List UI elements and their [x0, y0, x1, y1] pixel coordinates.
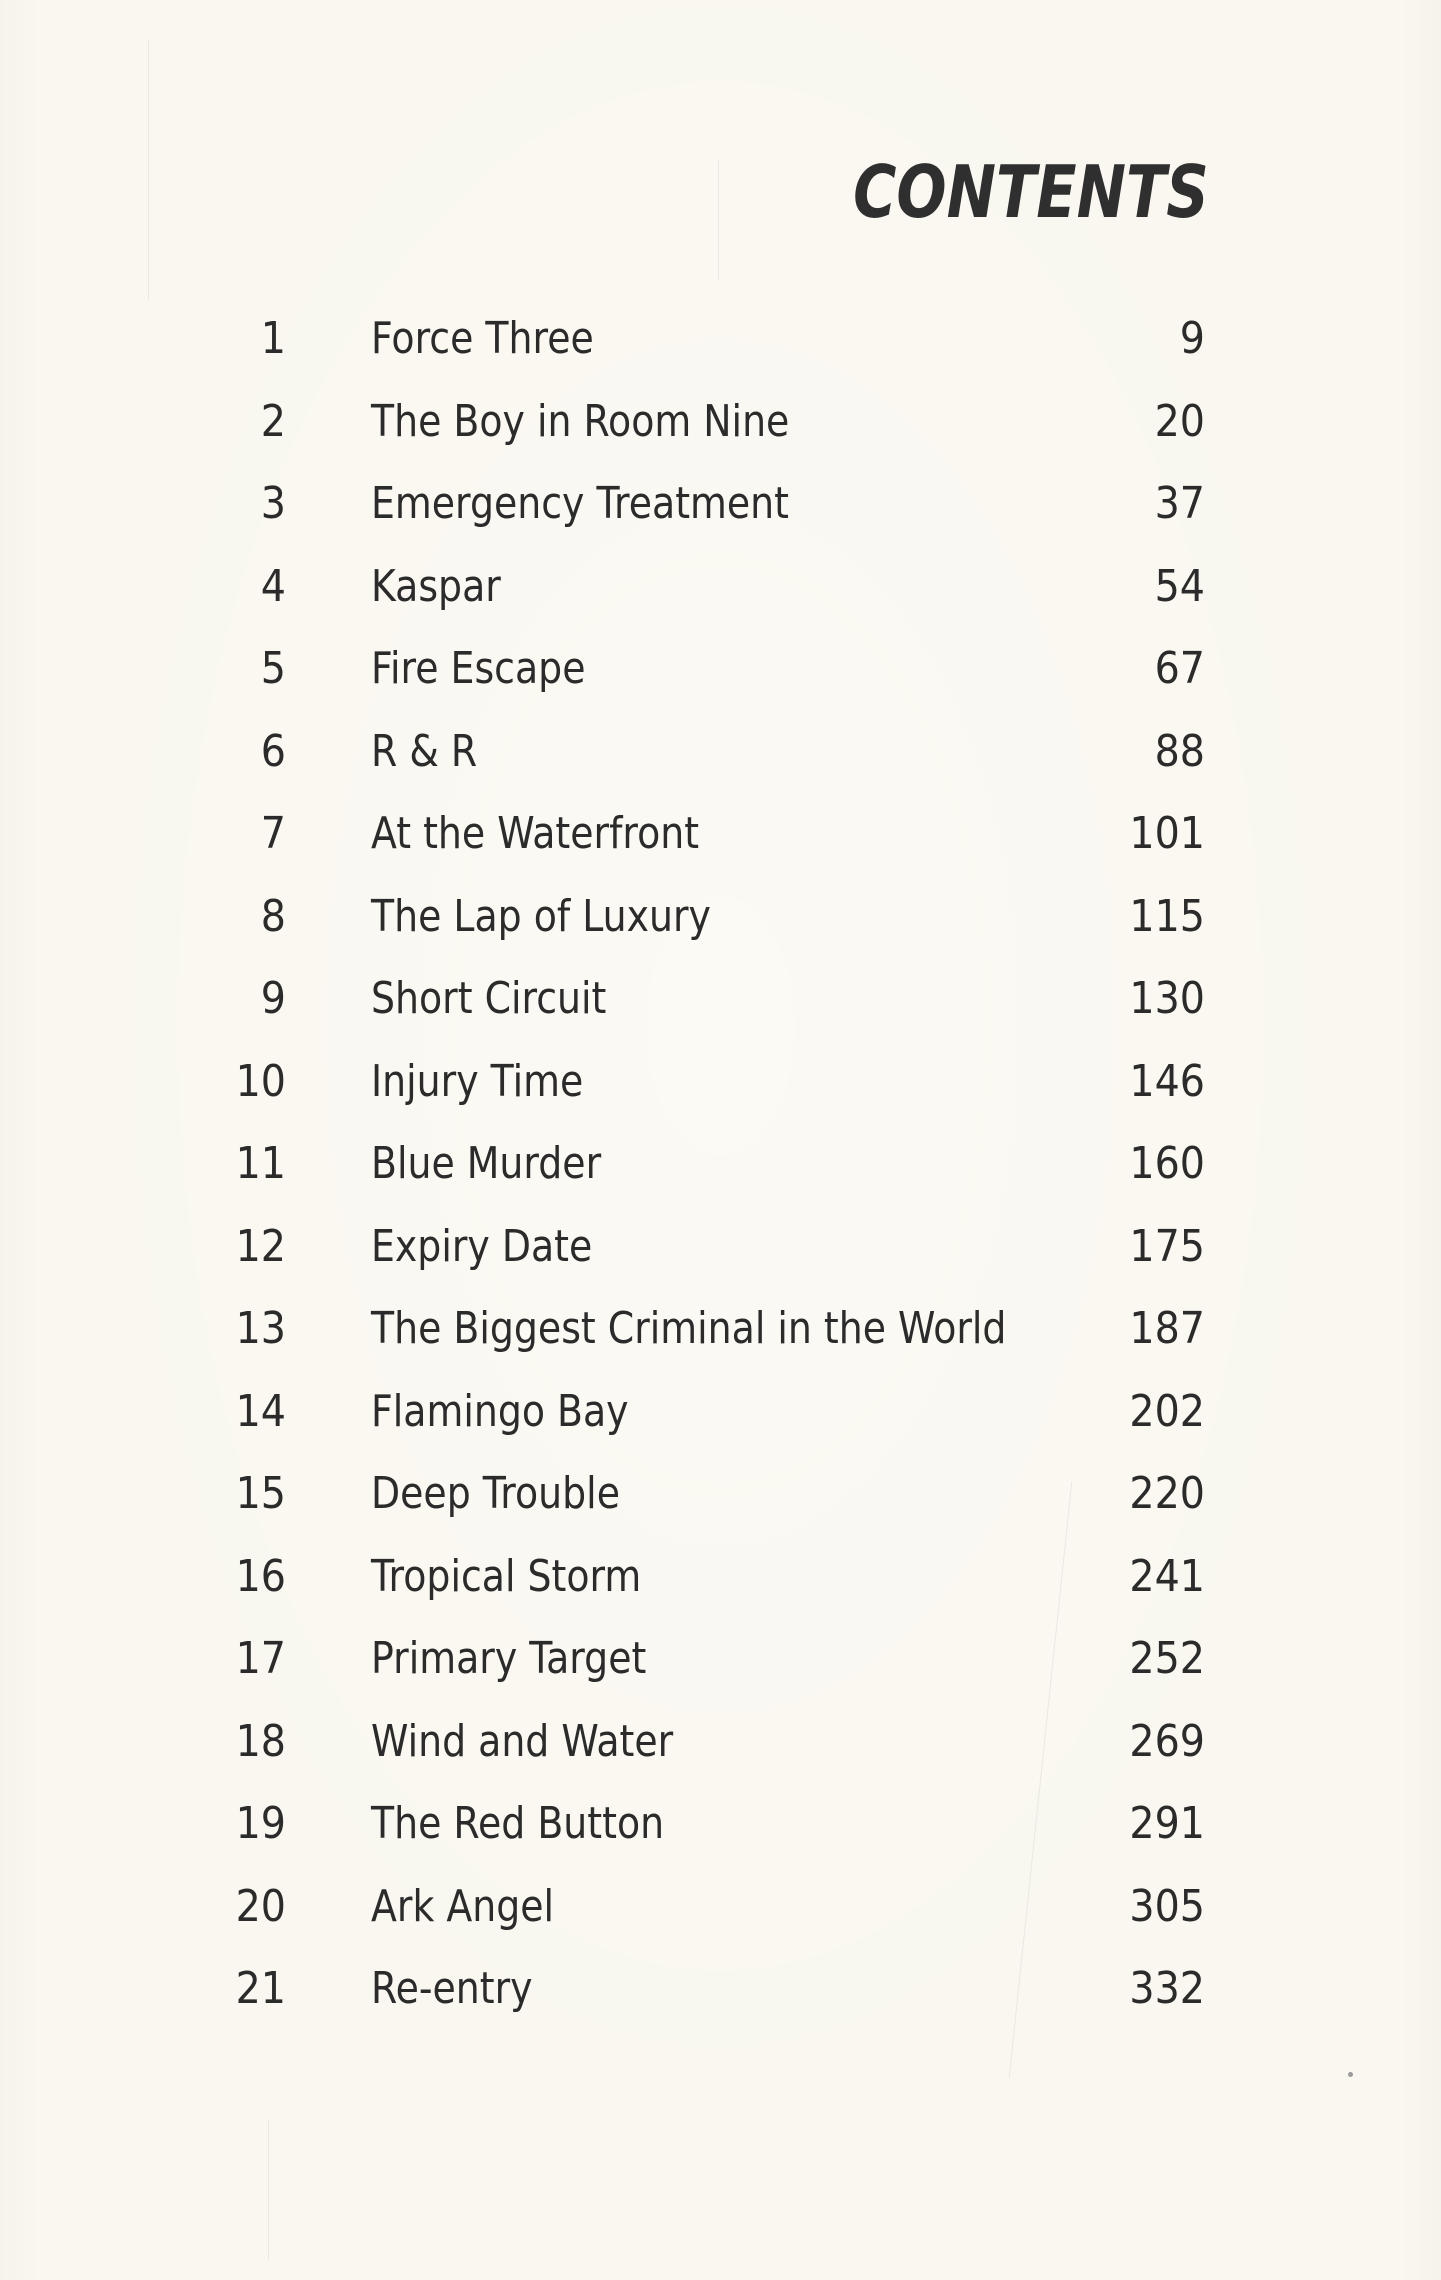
chapter-number: 11: [235, 1138, 286, 1189]
chapter-title: Kaspar: [371, 560, 501, 612]
chapter-number: 18: [235, 1715, 286, 1767]
chapter-title: Deep Trouble: [371, 1468, 620, 1519]
chapter-title: The Biggest Criminal in the World: [371, 1303, 1007, 1354]
toc-entry: [0, 1123, 1441, 1205]
chapter-number: 10: [235, 1055, 286, 1107]
page-number: 9: [1179, 313, 1205, 364]
toc-entry: [0, 1701, 1441, 1783]
chapter-number: 7: [260, 808, 286, 859]
chapter-number: 4: [260, 560, 286, 612]
chapter-number: 5: [260, 643, 286, 694]
chapter-number: 9: [260, 973, 286, 1024]
toc-entry: [0, 463, 1441, 545]
chapter-number: 14: [235, 1385, 286, 1437]
chapter-title: Wind and Water: [371, 1715, 674, 1767]
chapter-title: Flamingo Bay: [371, 1385, 629, 1437]
chapter-title: At the Waterfront: [371, 808, 700, 859]
toc-entry: [0, 1371, 1441, 1453]
page-number: 88: [1154, 725, 1205, 777]
chapter-title: Blue Murder: [371, 1138, 602, 1189]
chapter-title: Emergency Treatment: [371, 478, 790, 529]
chapter-number: 20: [235, 1880, 286, 1932]
toc-entry: [0, 628, 1441, 710]
page-number: 252: [1129, 1633, 1205, 1684]
toc-entry: [0, 1206, 1441, 1288]
page-number: 187: [1129, 1303, 1205, 1354]
page-number: 269: [1129, 1715, 1205, 1767]
toc-entry: [0, 1041, 1441, 1123]
page-number: 130: [1129, 973, 1205, 1024]
chapter-number: 8: [260, 890, 286, 942]
page-number: 37: [1154, 478, 1205, 529]
page-number: 115: [1129, 890, 1205, 942]
chapter-number: 19: [235, 1798, 286, 1849]
paper-texture-line: [268, 2120, 269, 2260]
chapter-title: Force Three: [371, 313, 594, 364]
toc-entry: [0, 958, 1441, 1040]
page-number: 202: [1129, 1385, 1205, 1437]
page-number: 146: [1129, 1055, 1205, 1107]
page-number: 241: [1129, 1550, 1205, 1602]
page-number: 67: [1154, 643, 1205, 694]
page-number: 160: [1129, 1138, 1205, 1189]
page-number: 175: [1129, 1220, 1205, 1272]
toc-entry: [0, 1453, 1441, 1535]
page-number: 291: [1129, 1798, 1205, 1849]
chapter-number: 3: [260, 478, 286, 529]
chapter-number: 12: [235, 1220, 286, 1272]
page-number: 101: [1129, 808, 1205, 859]
toc-entry: [0, 711, 1441, 793]
chapter-title: The Lap of Luxury: [371, 890, 711, 942]
chapter-number: 2: [260, 395, 286, 447]
toc-entry: [0, 298, 1441, 380]
chapter-title: The Boy in Room Nine: [371, 395, 790, 447]
toc-entry: [0, 1618, 1441, 1700]
chapter-title: Injury Time: [371, 1055, 584, 1107]
toc-entry: [0, 876, 1441, 958]
toc-entry: [0, 381, 1441, 463]
page-number: 305: [1129, 1880, 1205, 1932]
chapter-number: 16: [235, 1550, 286, 1602]
chapter-title: Ark Angel: [371, 1880, 555, 1932]
toc-entry: [0, 1866, 1441, 1948]
chapter-number: 17: [235, 1633, 286, 1684]
chapter-title: Expiry Date: [371, 1220, 593, 1272]
toc-entry: [0, 1288, 1441, 1370]
chapter-number: 6: [260, 725, 286, 777]
chapter-title: R & R: [371, 725, 478, 777]
chapter-title: Re-entry: [371, 1963, 533, 2014]
paper-texture-line: [718, 160, 719, 280]
toc-entry: [0, 1536, 1441, 1618]
page-number: 220: [1129, 1468, 1205, 1519]
chapter-number: 13: [235, 1303, 286, 1354]
chapter-title: Short Circuit: [371, 973, 607, 1024]
toc-entry: [0, 1783, 1441, 1865]
chapter-number: 21: [235, 1963, 286, 2014]
page-title: CONTENTS: [853, 150, 1209, 234]
page-number: 332: [1129, 1963, 1205, 2014]
toc-entry: [0, 793, 1441, 875]
chapter-title: Primary Target: [371, 1633, 647, 1684]
page-number: 54: [1154, 560, 1205, 612]
chapter-number: 15: [235, 1468, 286, 1519]
toc-entry: [0, 546, 1441, 628]
chapter-title: The Red Button: [371, 1798, 665, 1849]
chapter-title: Tropical Storm: [371, 1550, 642, 1602]
toc-entry: [0, 1948, 1441, 2030]
paper-speck: [1348, 2072, 1353, 2077]
chapter-number: 1: [260, 313, 286, 364]
paper-texture-line: [148, 40, 149, 300]
page-number: 20: [1154, 395, 1205, 447]
chapter-title: Fire Escape: [371, 643, 586, 694]
